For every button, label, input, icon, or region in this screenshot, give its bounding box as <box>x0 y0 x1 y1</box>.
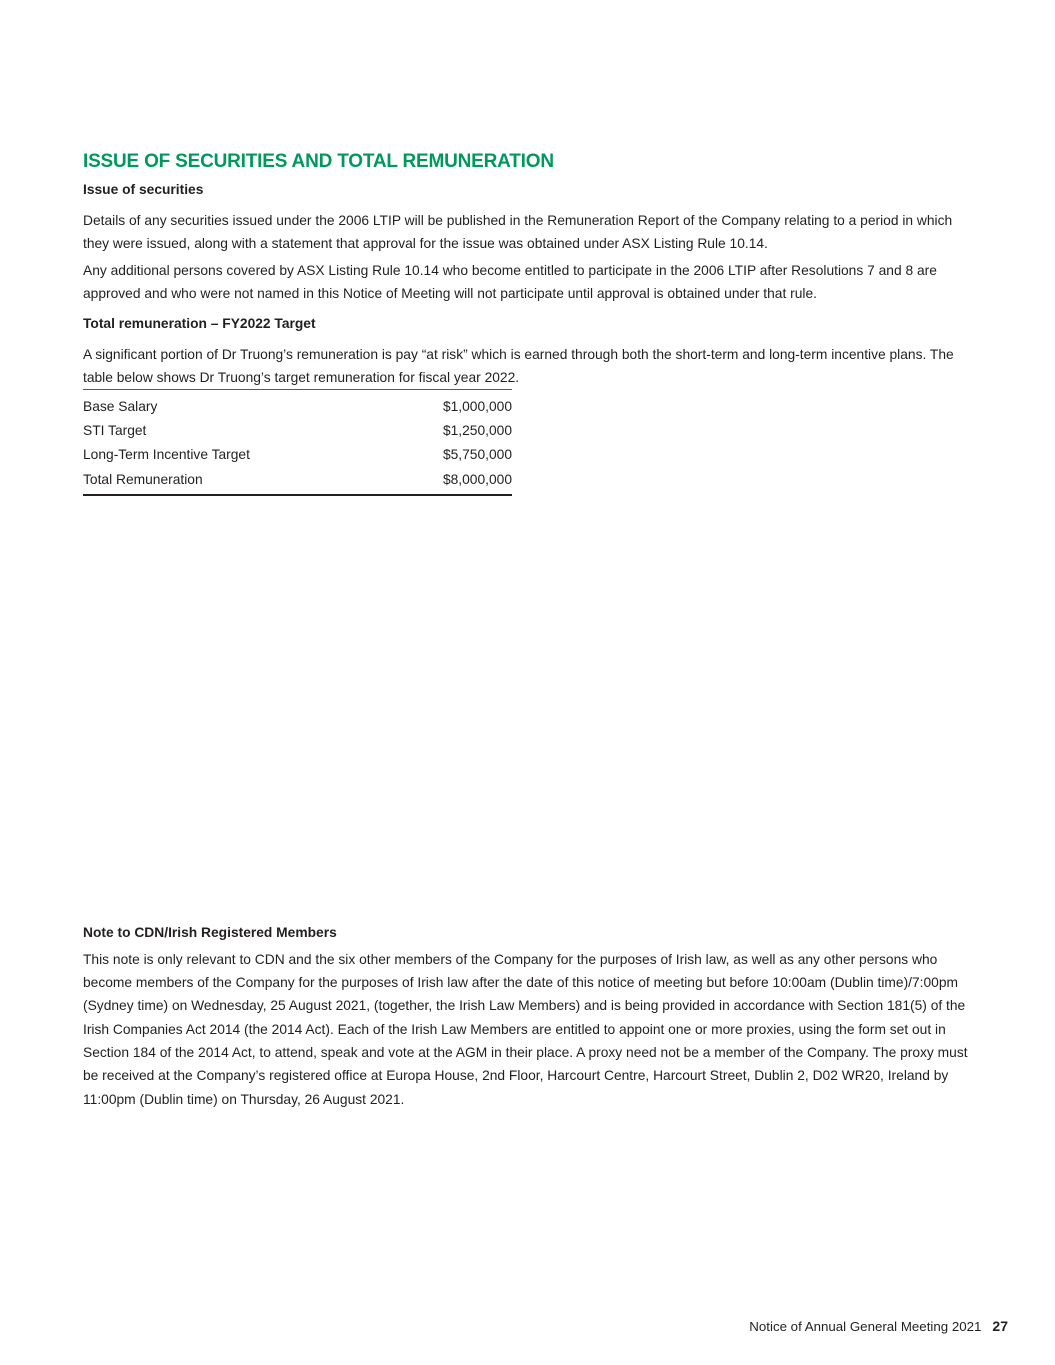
paragraph-additional-persons: Any additional persons covered by ASX Listing Rule 10.14 who become entitled to participate in the 2006 LTIP after Resolutions 7 and 8 are approved and who were not named in this Notice of Meeting will not participate until approval is obtained under that rule. <box>83 262 937 302</box>
row-label-long-term-incentive-target: Long-Term Incentive Target <box>83 447 250 463</box>
row-value-long-term-incentive-target: $5,750,000 <box>442 447 512 463</box>
footer-document-title: Notice of Annual General Meeting 2021 <box>749 1319 982 1334</box>
row-value-sti-target: $1,250,000 <box>442 422 512 438</box>
paragraph-cdn-irish-note: This note is only relevant to CDN and the six other members of the Company for the purposes of Irish law, as well as any other persons who become members of the Company for the purposes of Irish law after the date of this notice of meeting but before 10:00am (Dublin time)/7:00pm (Sydney time) on Wednesday, 25 August 2021, (together, the Irish Law Members) and is being provided in accordance with Section 181(5) of the Irish Companies Act 2014 (the 2014 Act). Each of the Irish Law Members are entitled to appoint one or more proxies, using the form set out in Section 184 of the 2014 Act, to attend, speak and vote at the AGM in their place. A proxy need not be a member of the Company. The proxy must be received at the Company’s registered office at Europa House, 2nd Floor, Harcourt Centre, Harcourt Street, Dublin 2, D02 WR20, Ireland by 11:00pm (Dublin time) on Thursday, 26 August 2021. <box>83 951 968 1107</box>
table-row <box>83 467 512 491</box>
table-row <box>83 418 512 442</box>
row-value-base-salary: $1,000,000 <box>442 398 512 414</box>
row-label-base-salary: Base Salary <box>83 398 158 414</box>
subheading-issue-of-securities: Issue of securities <box>83 182 204 198</box>
row-label-total-remuneration: Total Remuneration <box>83 471 203 487</box>
remuneration-table <box>83 389 512 496</box>
row-label-sti-target: STI Target <box>83 422 147 438</box>
page-footer <box>749 1318 1008 1334</box>
table-row <box>83 443 512 467</box>
footer-page-number: 27 <box>992 1318 1008 1334</box>
table-row <box>83 394 512 418</box>
paragraph-at-risk-remuneration: A significant portion of Dr Truong’s remuneration is pay “at risk” which is earned through both the short-term and long-term incentive plans. The table below shows Dr Truong’s target remuneration for fiscal year 2022. <box>83 346 954 386</box>
subheading-total-remuneration-fy2022-target: Total remuneration – FY2022 Target <box>83 316 316 332</box>
paragraph-securities-published: Details of any securities issued under the 2006 LTIP will be published in the Remuneration Report of the Company relating to a period in which they were issued, along with a statement that approval for the issue was obtained under ASX Listing Rule 10.14. <box>83 212 953 252</box>
subheading-note-to-cdn-irish-registered-members: Note to CDN/Irish Registered Members <box>83 925 337 941</box>
row-value-total-remuneration: $8,000,000 <box>442 471 512 487</box>
section-heading-issue-of-securities-and-total-remuneration: ISSUE OF SECURITIES AND TOTAL REMUNERATION <box>83 150 554 172</box>
